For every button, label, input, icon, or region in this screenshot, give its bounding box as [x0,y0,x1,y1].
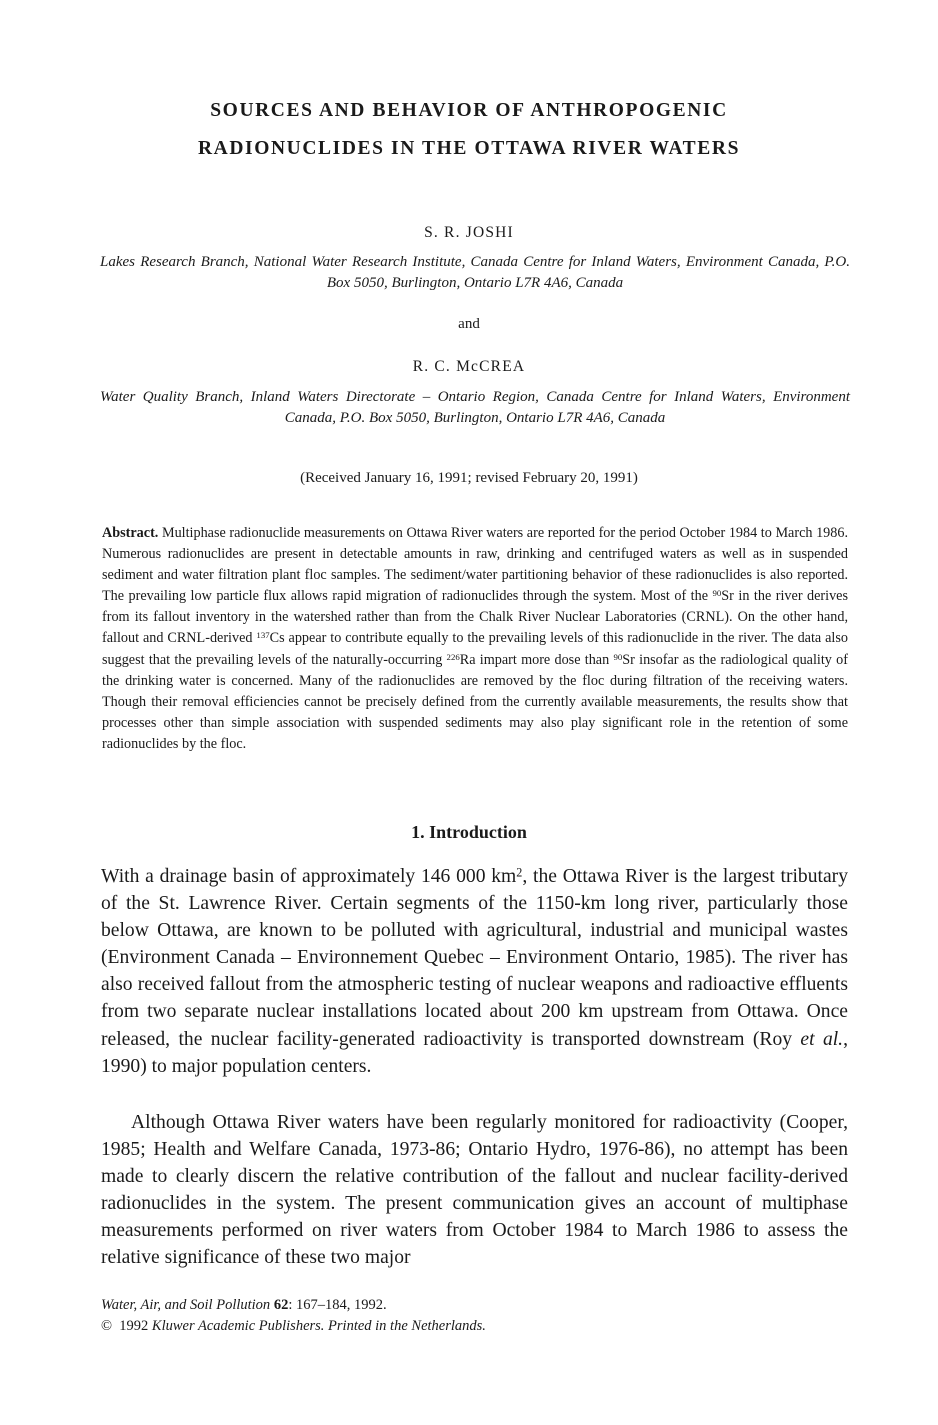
author-2-name: R. C. McCREA [412,358,526,375]
publisher-notice: Kluwer Academic Publishers. Printed in the Netherlands. [151,1318,486,1334]
km2-superscript: 2 [516,865,523,880]
para1-text-1: With a drainage basin of approximately 146 000 km [101,866,517,887]
abstract-text-5: Sr insofar as the radiological quality of the drinking water is concerned. Many of the radionuclides are removed by the floc during filtration of the receiving waters. Though their removal efficiencies cannot be precisely defined from the currently available measurements, the results show that processes other than simple association with suspended sediments may also play significant role in the retention of some radionuclides by the floc. [102,651,848,752]
ra226-superscript: 226 [446,651,460,662]
copyright-line [101,1318,848,1335]
sr90-superscript: 90 [712,588,722,599]
copyright-year: 1992 [119,1318,149,1334]
journal-name: Water, Air, and Soil Pollution [101,1297,271,1313]
abstract-text-3: Cs appear to contribute equally to the prevailing levels of this radionuclide in the river. The data also suggest that the prevailing levels of the naturally-occurring [102,630,848,668]
author-1-affiliation: Lakes Research Branch, National Water Research Institute, Canada Centre for Inland Waters, Environment Canada, P.O. Box 5050, Burlington, Ontario L7R 4A6, Canada [100,254,850,291]
abstract [102,523,848,755]
sr90-superscript-2: 90 [613,651,623,662]
intro-paragraph-2: Although Ottawa River waters have been regularly monitored for radioactivity (Cooper, 1985; Health and Welfare Canada, 1973-86; Ontario Hydro, 1976-86), no attempt has been made to clearly discern the relative contribution of the fallout and nuclear facility-derived radionuclides in the system. The present communication gives an account of multiphase measurements performed on river waters from October 1984 to March 1986 to assess the relative significance of these two major [101,1112,848,1269]
author-conjunction: and [458,316,480,332]
author-1-name: S. R. JOSHI [424,224,514,241]
title-line-2: RADIONUCLIDES IN THE OTTAWA RIVER WATERS [197,138,741,159]
abstract-text-2: Sr in the river derives from its fallout inventory in the watershed rather than from the Chalk River Nuclear Laboratories (CRNL). On the other hand, fallout and CRNL-derived [102,588,849,647]
copyright-symbol: © [101,1318,113,1334]
abstract-label: Abstract. [102,525,159,541]
para1-text-2: , the Ottawa River is the largest tributary of the St. Lawrence River. Certain segments of the 1150-km long river, particularly those below Ottawa, are known to be polluted with agricultural, industrial and municipal wastes (Environment Canada – Environnement Quebec – Environment Ontario, 1985). The river has also received fallout from the atmospheric testing of nuclear weapons and radioactive effluents from two separate nuclear installations located about 200 km upstream from Ottawa. Once released, the nuclear facility-generated radioactivity is transported downstream (Roy [101,866,848,1050]
journal-volume: 62 [273,1297,289,1313]
para1-text-3: , 1990) to major population centers. [101,1028,848,1077]
journal-pages: : 167–184, 1992. [288,1297,387,1313]
section-heading-introduction: 1. Introduction [411,822,527,842]
received-dates: (Received January 16, 1991; revised February 20, 1991) [300,470,638,486]
author-2-affiliation: Water Quality Branch, Inland Waters Directorate – Ontario Region, Canada Centre for Inland Waters, Environment Canada, P.O. Box 5050, Burlington, Ontario L7R 4A6, Canada [100,389,850,426]
abstract-text-4: Ra impart more dose than [459,651,614,668]
et-al-italic: et al. [800,1028,844,1050]
cs137-superscript: 137 [256,630,270,641]
intro-paragraph-1 [101,863,848,1080]
title-line-1: SOURCES AND BEHAVIOR OF ANTHROPOGENIC [210,100,728,121]
abstract-text-1: Multiphase radionuclide measurements on Ottawa River waters are reported for the period October 1984 to March 1986. Numerous radionuclides are present in detectable amounts in raw, drinking and centrifuged waters as well as in suspended sediment and water filtration plant floc samples. The sediment/water partitioning behavior of these radionuclides is also reported. The prevailing low particle flux allows rapid migration of radionuclides through the system. Most of the [102,525,848,605]
journal-citation [101,1297,848,1314]
